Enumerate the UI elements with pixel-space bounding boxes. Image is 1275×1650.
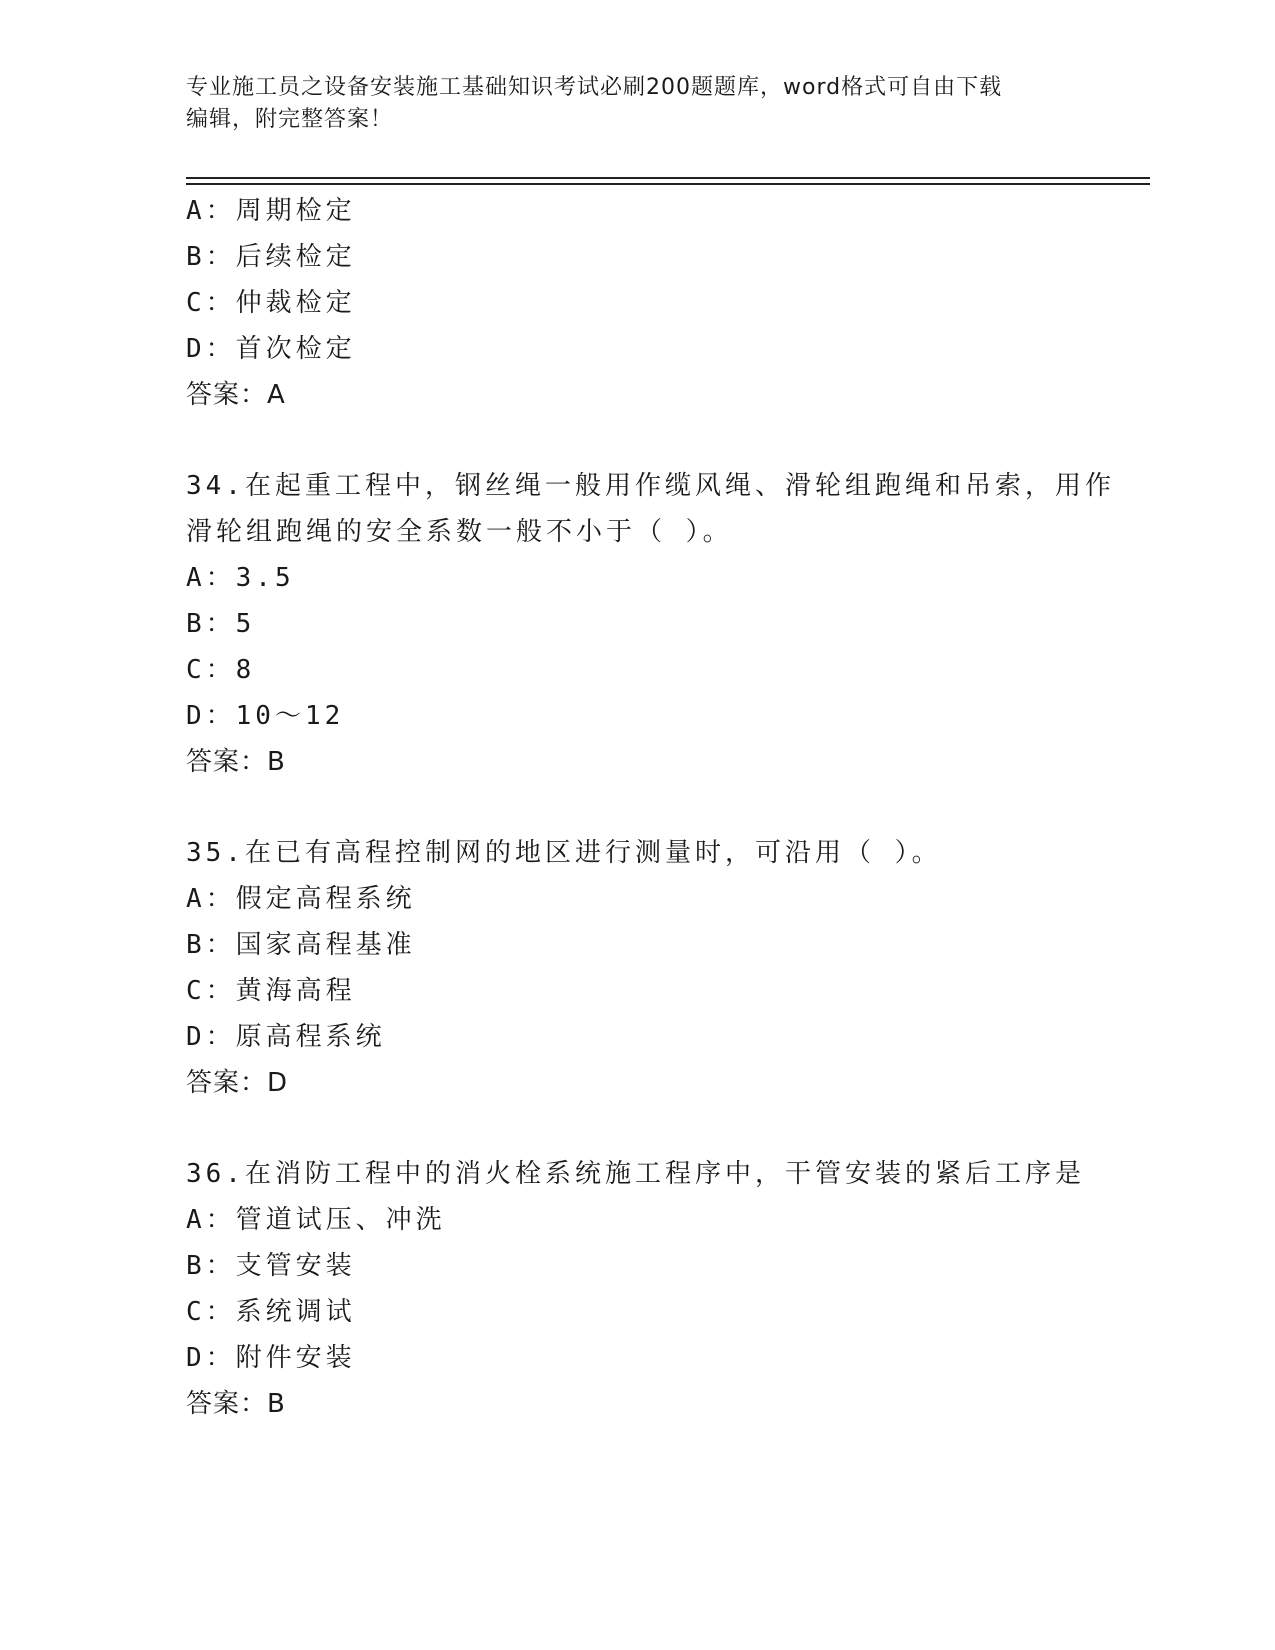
question-list xyxy=(186,188,1115,1427)
answer: 答案：B xyxy=(186,747,286,777)
question-33 xyxy=(186,188,1086,418)
question-34 xyxy=(186,463,1115,785)
option-a: A：管道试压、冲洗 xyxy=(186,1205,446,1235)
option-d: D：首次检定 xyxy=(186,334,356,364)
option-c: C：系统调试 xyxy=(186,1297,356,1327)
option-b: B：支管安装 xyxy=(186,1251,356,1281)
answer: 答案：A xyxy=(186,380,286,410)
question-35 xyxy=(186,830,1086,1106)
header-divider-top xyxy=(186,177,1150,179)
answer: 答案：B xyxy=(186,1389,286,1419)
question-stem-line-2: 滑轮组跑绳的安全系数一般不小于（ ）。 xyxy=(186,517,733,547)
option-c: C：黄海高程 xyxy=(186,976,356,1006)
header-line-2: 编辑，附完整答案！ xyxy=(186,107,394,132)
option-c: C：8 xyxy=(186,655,256,685)
option-b: B：国家高程基准 xyxy=(186,930,416,960)
option-a: A：3.5 xyxy=(186,563,295,593)
header-line-1: 专业施工员之设备安装施工基础知识考试必刷200题题库，word格式可自由下载 xyxy=(186,75,1003,100)
question-stem-line-1: 34.在起重工程中，钢丝绳一般用作缆风绳、滑轮组跑绳和吊索，用作 xyxy=(186,471,1115,501)
answer: 答案：D xyxy=(186,1068,289,1098)
option-c: C：仲裁检定 xyxy=(186,288,356,318)
option-d: D：原高程系统 xyxy=(186,1022,386,1052)
option-b: B：后续检定 xyxy=(186,242,356,272)
question-stem-line-1: 36.在消防工程中的消火栓系统施工程序中，干管安装的紧后工序是 xyxy=(186,1159,1085,1189)
question-stem-line-1: 35.在已有高程控制网的地区进行测量时，可沿用（ ）。 xyxy=(186,838,942,868)
option-a: A：周期检定 xyxy=(186,196,356,226)
document-header xyxy=(186,72,1066,136)
question-36 xyxy=(186,1151,1086,1427)
option-a: A：假定高程系统 xyxy=(186,884,416,914)
header-divider-bottom xyxy=(186,183,1150,185)
option-d: D：附件安装 xyxy=(186,1343,356,1373)
option-d: D：10～12 xyxy=(186,701,345,731)
option-b: B：5 xyxy=(186,609,256,639)
